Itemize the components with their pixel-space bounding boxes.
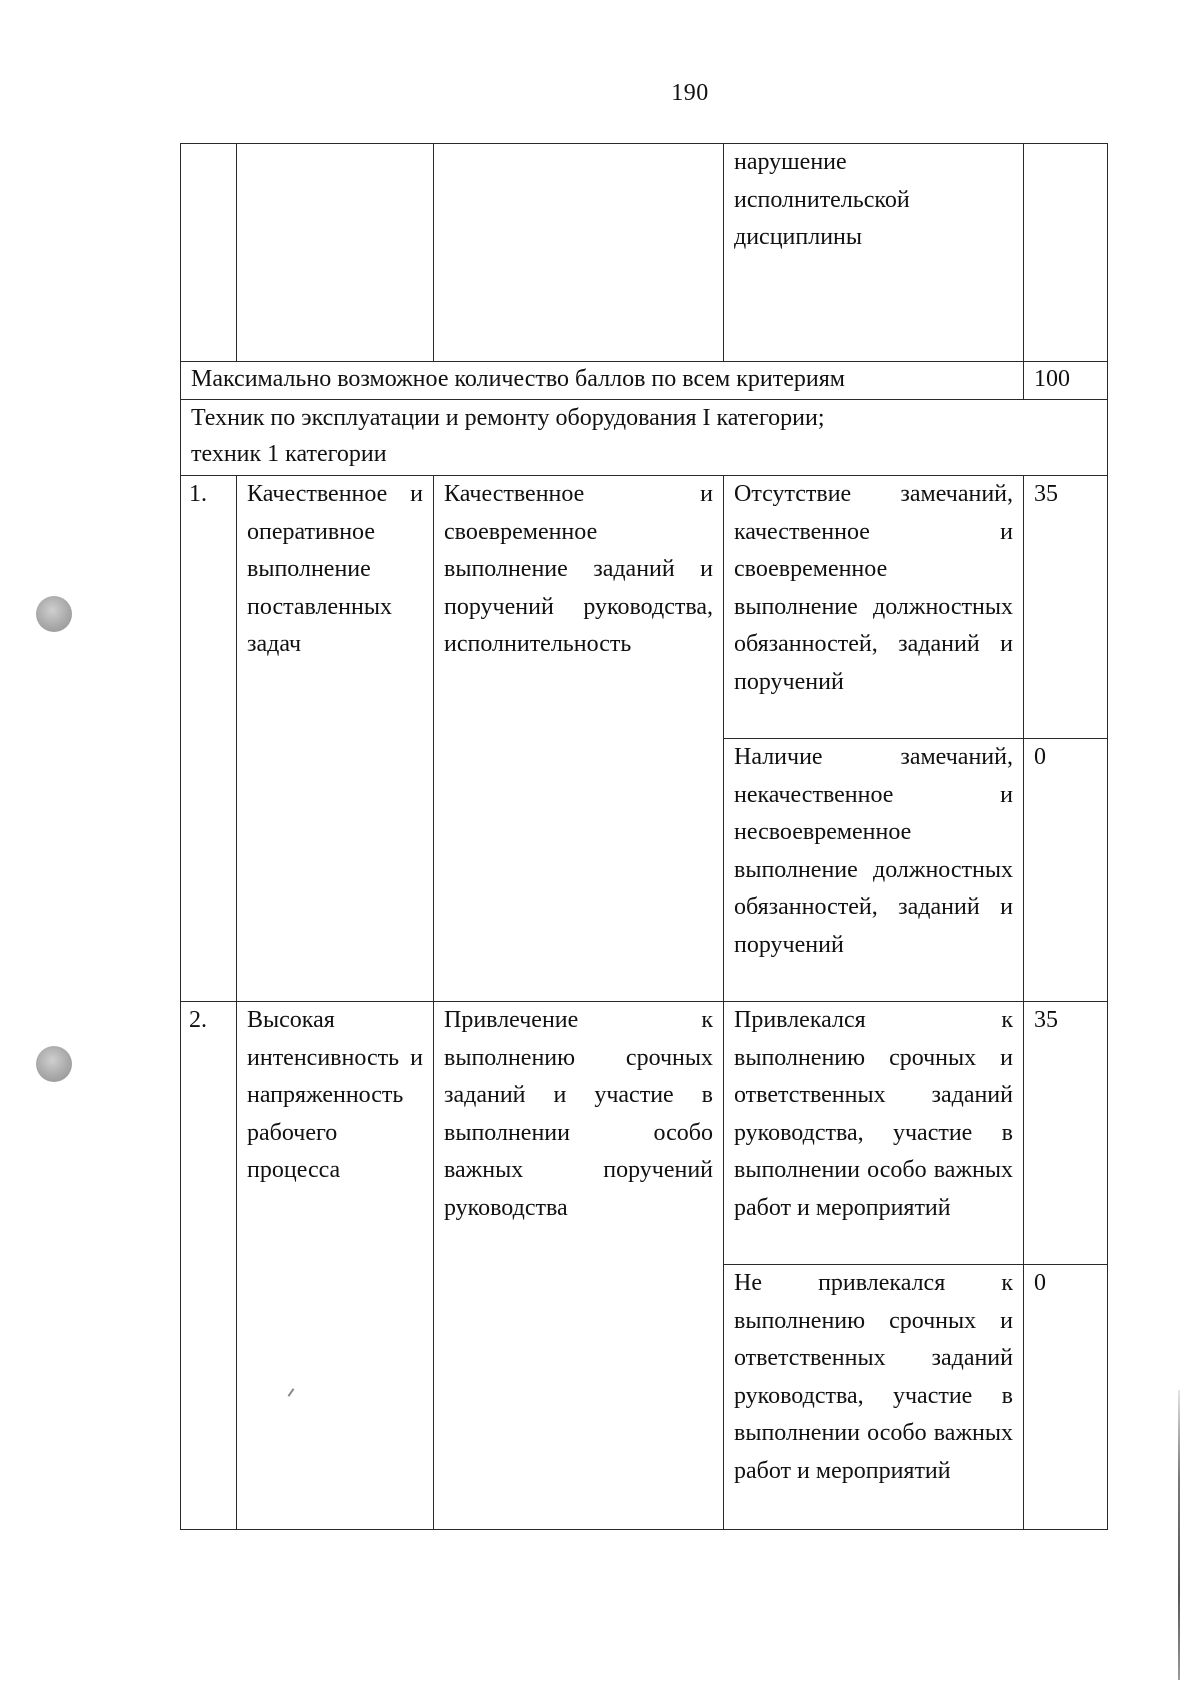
- condition-cell: Привлекался к выполнению срочных и ответственных заданий руководства, участие в выполнении особо важных работ и мероприятий: [724, 1002, 1024, 1265]
- position-line-2: техник 1 категории: [191, 441, 387, 467]
- page-number: 190: [671, 80, 709, 106]
- position-heading: [181, 400, 1108, 476]
- table-row: [181, 476, 1108, 739]
- criterion-number: 2.: [181, 1002, 237, 1530]
- criterion-name: Высокая интенсивность и напряженность рабочего процесса: [237, 1002, 434, 1530]
- condition-cell: Не привлекался к выполнению срочных и ответственных заданий руководства, участие в выполнении особо важных работ и мероприятий: [724, 1265, 1024, 1530]
- max-score-value: 100: [1024, 362, 1108, 400]
- score-cell: 35: [1024, 1002, 1108, 1265]
- score-cell: 0: [1024, 739, 1108, 1002]
- criterion-indicator: Качественное и своевременное выполнение заданий и поручений руководства, исполнительность: [434, 476, 724, 1002]
- punch-hole: [36, 1046, 72, 1082]
- condition-text: нарушение исполнительской дисциплины: [734, 149, 910, 250]
- max-score-label: Максимально возможное количество баллов по всем критериям: [181, 362, 1024, 400]
- empty-cell: [434, 144, 724, 362]
- table-row-position: [181, 400, 1108, 476]
- score-cell: 0: [1024, 1265, 1108, 1530]
- condition-cell: Отсутствие замечаний, качественное и своевременное выполнение должностных обязанностей, заданий и поручений: [724, 476, 1024, 739]
- criteria-table: [180, 143, 1108, 1530]
- empty-cell: [237, 144, 434, 362]
- condition-cell: Наличие замечаний, некачественное и несвоевременное выполнение должностных обязанностей, заданий и поручений: [724, 739, 1024, 1002]
- scan-edge-line: [1178, 1390, 1180, 1680]
- criterion-indicator: Привлечение к выполнению срочных заданий и участие в выполнении особо важных поручений руководства: [434, 1002, 724, 1530]
- table-row-continuation: [181, 144, 1108, 362]
- empty-cell: [1024, 144, 1108, 362]
- score-cell: 35: [1024, 476, 1108, 739]
- condition-cell: [724, 144, 1024, 362]
- table-row-max-score: [181, 362, 1108, 400]
- position-line-1: Техник по эксплуатации и ремонту оборудования I категории;: [191, 405, 825, 431]
- table-row: [181, 1002, 1108, 1265]
- empty-cell: [181, 144, 237, 362]
- criterion-number: 1.: [181, 476, 237, 1002]
- criterion-name: Качественное и оперативное выполнение поставленных задач: [237, 476, 434, 1002]
- punch-hole: [36, 596, 72, 632]
